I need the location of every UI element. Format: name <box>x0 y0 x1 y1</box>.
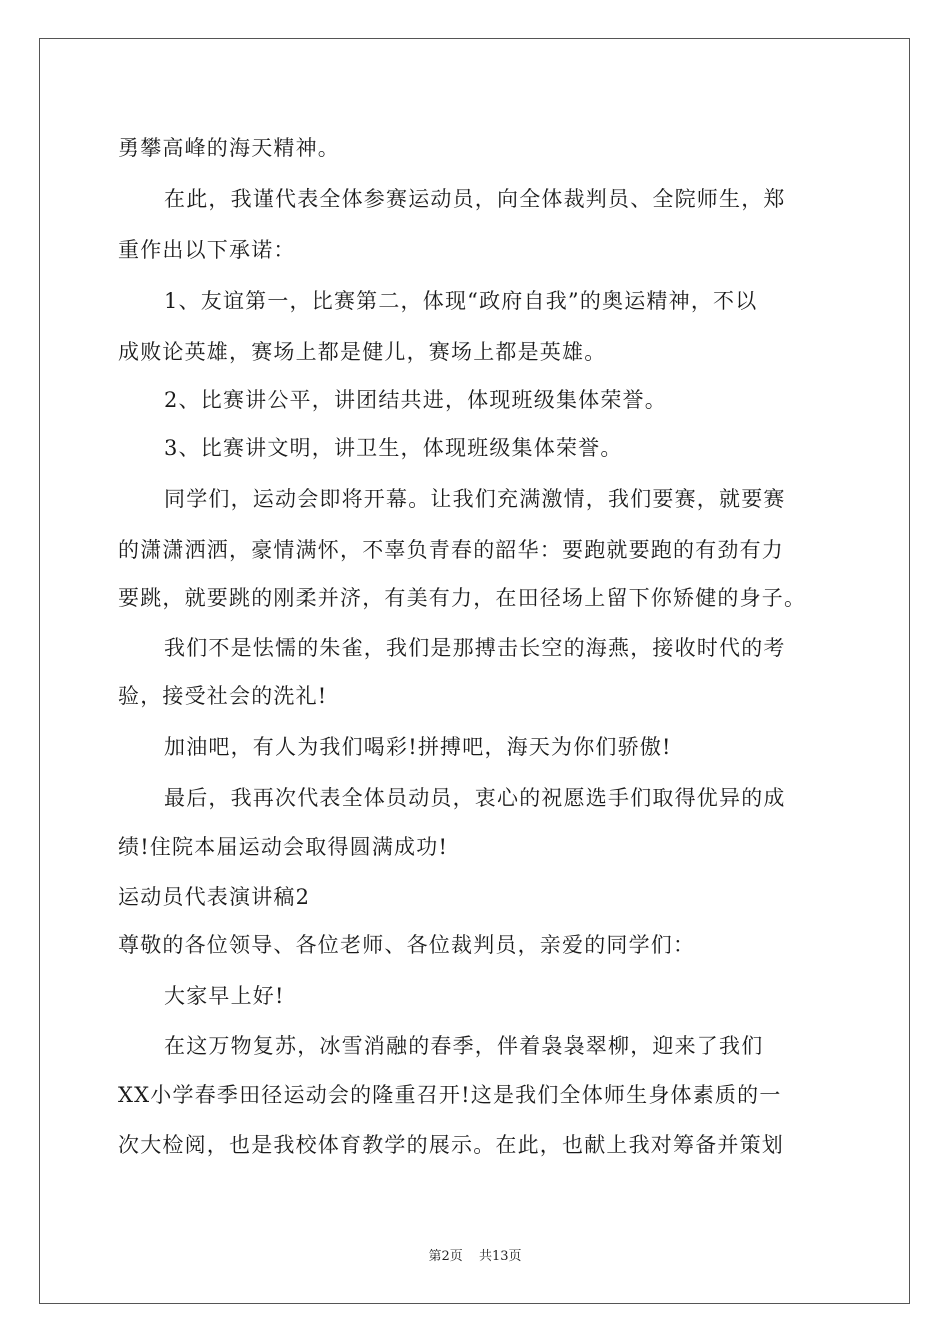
text-line: 在这万物复苏，冰雪消融的春季，伴着袅袅翠柳，迎来了我们 <box>164 1034 764 1058</box>
text-line: 成败论英雄，赛场上都是健儿，赛场上都是英雄。 <box>118 340 607 364</box>
page-border <box>39 38 910 1304</box>
text-line: 的潇潇洒洒，豪情满怀，不辜负青春的韶华：要跑就要跑的有劲有力 <box>118 538 784 562</box>
text-line: 要跳，就要跳的刚柔并济，有美有力，在田径场上留下你矫健的身子。 <box>118 586 807 610</box>
text-line: 尊敬的各位领导、各位老师、各位裁判员，亲爱的同学们： <box>118 933 696 957</box>
text-line: 最后，我再次代表全体员动员，衷心的祝愿选手们取得优异的成 <box>164 786 786 810</box>
page-number: 第2页 <box>428 1249 463 1264</box>
text-line: 大家早上好! <box>164 984 285 1008</box>
text-line: 重作出以下承诺： <box>118 238 296 262</box>
text-line: 次大检阅，也是我校体育教学的展示。在此，也献上我对筹备并策划 <box>118 1133 784 1157</box>
section-heading: 运动员代表演讲稿2 <box>118 885 311 909</box>
text-line: 勇攀高峰的海天精神。 <box>118 136 340 160</box>
text-line: 在此，我谨代表全体参赛运动员，向全体裁判员、全院师生，郑 <box>164 187 786 211</box>
text-line: 验，接受社会的洗礼! <box>118 684 328 708</box>
text-line: 1、友谊第一，比赛第二，体现“政府自我”的奥运精神，不以 <box>164 289 758 313</box>
text-line: 加油吧，有人为我们喝彩!拼搏吧，海天为你们骄傲! <box>164 735 672 759</box>
text-line: 我们不是怯懦的朱雀，我们是那搏击长空的海燕，接收时代的考 <box>164 636 786 660</box>
text-line: 2、比赛讲公平，讲团结共进，体现班级集体荣誉。 <box>164 388 667 412</box>
text-line: 绩!住院本届运动会取得圆满成功! <box>118 835 449 859</box>
page-footer <box>0 1245 950 1264</box>
text-line: XX小学春季田径运动会的隆重召开!这是我们全体师生身体素质的一 <box>118 1083 782 1107</box>
text-line: 3、比赛讲文明，讲卫生，体现班级集体荣誉。 <box>164 436 623 460</box>
text-line: 同学们，运动会即将开幕。让我们充满激情，我们要赛，就要赛 <box>164 487 786 511</box>
page-total: 共13页 <box>478 1249 522 1264</box>
